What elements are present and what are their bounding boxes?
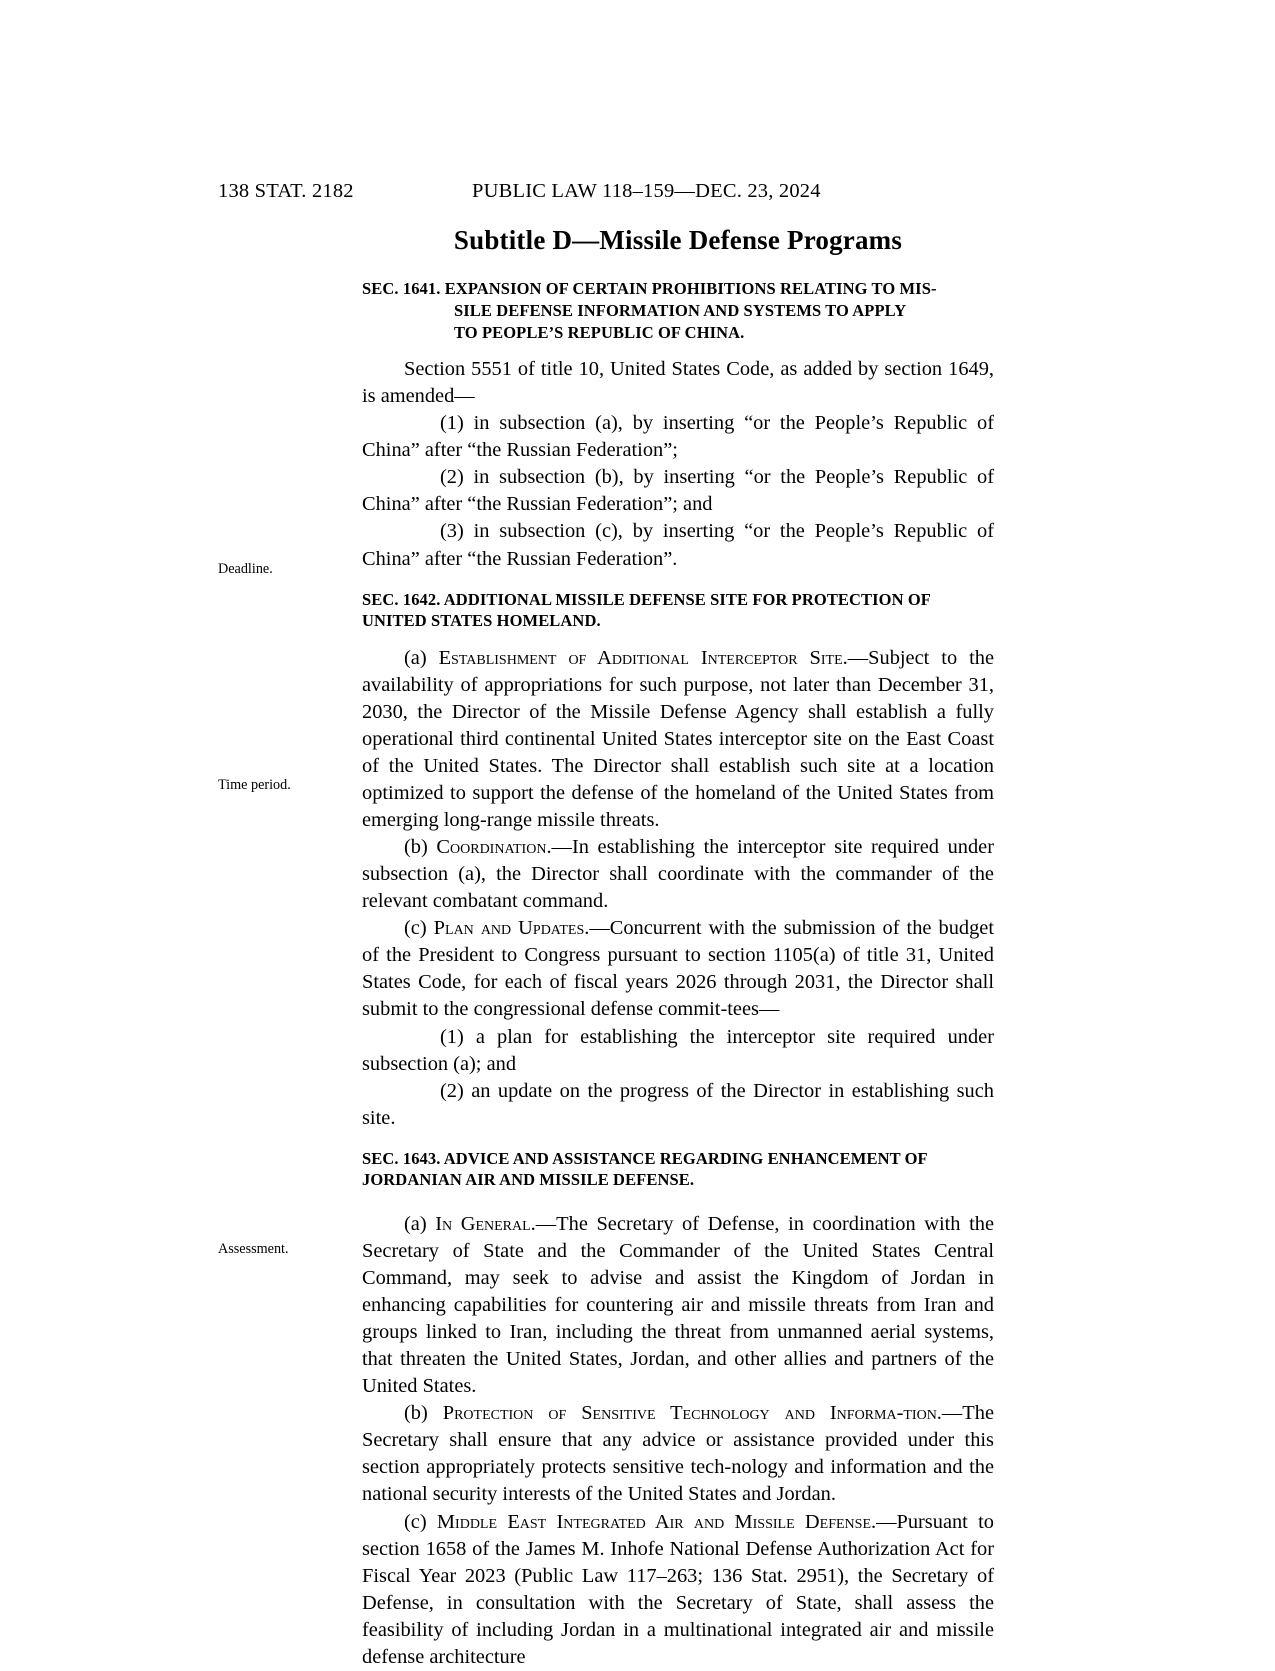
paragraph-text: —In establishing the interceptor site required under subsection (a), the Director shall coordinate with the commander of the relevant combatant command.: [362, 836, 994, 913]
statute-citation: 138 STAT. 2182: [218, 180, 354, 202]
paragraph-text: —Subject to the availability of appropriations for such purpose, not later than December 31, 2030, the Director of the Missile Defense Agency shall establish a fully operational third continental United States interceptor site on the East Coast of the United States. The Director shall establish such site at a location optimized to support the defense of the homeland of the United States from emerging long-range missile threats.: [362, 647, 994, 832]
subsection-label: (b): [404, 836, 437, 859]
paragraph-1642-c-2: [362, 1078, 994, 1132]
section-heading-1642-line1: SEC. 1642. ADDITIONAL MISSILE DEFENSE SITE FOR PROTECTION OF: [362, 589, 931, 609]
section-heading-1643: [362, 1148, 994, 1192]
section-heading-1641-line3: TO PEOPLE’S REPUBLIC OF CHINA.: [454, 322, 745, 342]
subsection-label: (c): [404, 917, 434, 940]
paragraph-text: Section 5551 of title 10, United States Code, as added by section 1649, is amended—: [362, 358, 994, 408]
paragraph-1643-a: [362, 1211, 994, 1400]
paragraph-text: —The Secretary of Defense, in coordination with the Secretary of State and the Commander of the United States Central Command, may seek to advise and assist the Kingdom of Jordan in enhancing capabilities for countering air and missile threats from Iran and groups linked to Iran, including the threat from unmanned aerial systems, that threaten the United States, Jordan, and other allies and partners of the United States.: [362, 1213, 994, 1398]
section-heading-1641-line2: SILE DEFENSE INFORMATION AND SYSTEMS TO APPLY: [454, 300, 907, 320]
paragraph-text: (1) a plan for establishing the interceptor site required under subsection (a); and: [362, 1025, 994, 1075]
subsection-label: (a): [404, 1213, 436, 1236]
section-heading-1643-line1: SEC. 1643. ADVICE AND ASSISTANCE REGARDING ENHANCEMENT OF: [362, 1148, 928, 1168]
subsection-caption: In General.: [435, 1213, 536, 1236]
paragraph-text: (1) in subsection (a), by inserting “or the People’s Republic of China” after “the Russian Federation”;: [362, 412, 994, 462]
page-title: Subtitle D—Missile Defense Programs: [453, 225, 903, 255]
paragraph-1642-a: [362, 645, 994, 834]
paragraph-text: (2) in subsection (b), by inserting “or the People’s Republic of China” after “the Russian Federation”; and: [362, 466, 994, 516]
paragraph-1641-intro: [362, 356, 994, 410]
section-heading-1641-line1: SEC. 1641. EXPANSION OF CERTAIN PROHIBITIONS RELATING TO MIS-: [362, 279, 937, 298]
main-text-column: [362, 225, 994, 1671]
paragraph-1641-item-2: [362, 464, 994, 518]
section-heading-1641: [362, 278, 994, 343]
paragraph-1642-c: [362, 915, 994, 1023]
paragraph-text: —Pursuant to section 1658 of the James M. Inhofe National Defense Authorization Act for Fiscal Year 2023 (Public Law 117–263; 136 Stat. 2951), the Secretary of Defense, in consultation with the Secretary of State, shall assess the feasibility of including Jordan in a multinational integrated air and missile defense architecture: [362, 1510, 994, 1668]
margin-note-deadline: Deadline.: [218, 561, 273, 577]
subsection-label: (a): [404, 647, 439, 670]
subsection-label: (b): [404, 1402, 443, 1425]
section-heading-1642-line2: UNITED STATES HOMELAND.: [362, 611, 601, 631]
paragraph-text: —The Secretary shall ensure that any advice or assistance provided under this section appropriately protects sensitive tech-nology and information and the national security interests of the United States and Jordan.: [362, 1402, 994, 1506]
paragraph-1643-c: [362, 1509, 994, 1671]
margin-note-assessment: Assessment.: [218, 1241, 289, 1257]
section-heading-1643-line2: JORDANIAN AIR AND MISSILE DEFENSE.: [362, 1170, 695, 1190]
subsection-caption: Coordination.: [436, 836, 552, 859]
paragraph-1641-item-3: [362, 518, 994, 572]
paragraph-text: —Concurrent with the submission of the budget of the President to Congress pursuant to section 1105(a) of title 31, United States Code, for each of fiscal years 2026 through 2031, the Director shall submit to the congressional defense commit-tees—: [362, 917, 995, 1021]
paragraph-1642-b: [362, 834, 994, 915]
subsection-caption: Establishment of Additional Interceptor Site.: [438, 647, 848, 670]
paragraph-1643-b: [362, 1400, 994, 1508]
subsection-caption: Plan and Updates.: [433, 917, 590, 940]
subsection-label: (c): [404, 1510, 437, 1533]
subsection-caption: Protection of Sensitive Technology and Informa-tion.: [442, 1402, 942, 1425]
public-law-citation: PUBLIC LAW 118–159—DEC. 23, 2024: [472, 180, 821, 202]
paragraph-1642-c-1: [362, 1024, 994, 1078]
paragraph-text: (3) in subsection (c), by inserting “or the People’s Republic of China” after “the Russian Federation”.: [362, 520, 994, 570]
paragraph-1641-item-1: [362, 410, 994, 464]
section-heading-1642: [362, 589, 994, 633]
margin-note-time-period: Time period.: [218, 777, 291, 793]
subsection-caption: Middle East Integrated Air and Missile Defense.: [436, 1510, 877, 1533]
paragraph-text: (2) an update on the progress of the Director in establishing such site.: [362, 1079, 994, 1129]
